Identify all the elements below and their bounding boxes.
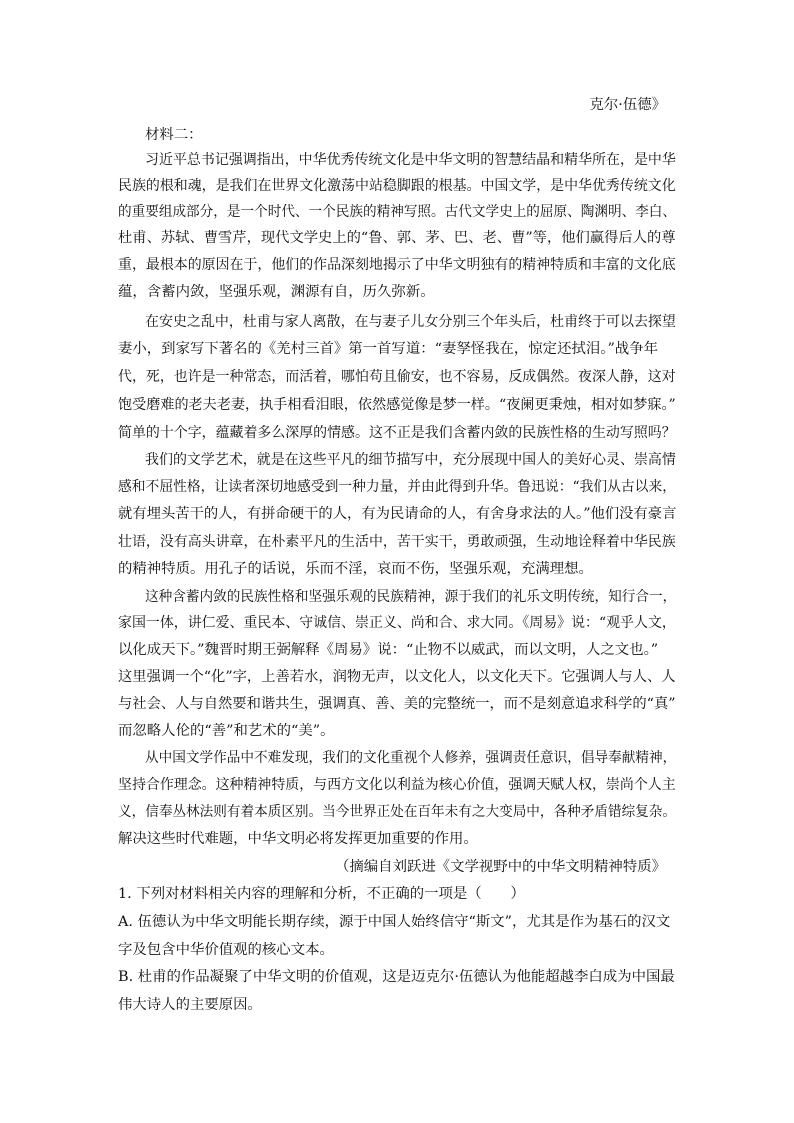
paragraph-line: 义，信奉丛林法则有着本质区别。当今世界正处在百年未有之大变局中，各种矛盾错综复杂。 — [118, 804, 677, 820]
paragraph-line: 坚持合作理念。这种精神特质，与西方文化以利益为核心价值，强调天赋人权，崇尚个人主 — [118, 777, 676, 793]
paragraph-line: 我们的文学艺术，就是在这些平凡的细节描写中，充分展现中国人的美好心灵、崇高情 — [145, 452, 676, 468]
paragraph-line: 简单的十个字，蕴藏着多么深厚的情感。这不正是我们含蓄内敛的民族性格的生动写照吗？ — [118, 425, 676, 441]
paragraph-line: 这里强调一个“化”字，上善若水，润物无声，以文化人，以文化天下。它强调人与人、人 — [118, 669, 676, 685]
paragraph-line: 在安史之乱中，杜甫与家人离散，在与妻子儿女分别三个年头后，杜甫终于可以去探望 — [145, 314, 676, 330]
paragraph-line: 壮语，没有高头讲章，在朴素平凡的生活中，苦干实干，勇敢顽强，生动地诠释着中华民族 — [118, 534, 676, 550]
paragraph-line: 而忽略人伦的“善”和艺术的“美”。 — [118, 723, 335, 739]
paragraph-line: 蕴，含蓄内敛，坚强乐观，渊源有自，历久弥新。 — [118, 284, 435, 300]
paragraph-line: 妻小，到家写下著名的《羌村三首》第一首写道：“妻孥怪我在，惊定还拭泪。”战争年 — [118, 341, 658, 357]
paragraph-line: 就有埋头苦干的人，有拼命硬干的人，有为民请命的人，有舍身求法的人。”他们没有豪言 — [118, 506, 677, 522]
paragraph-line: 从中国文学作品中不难发现，我们的文化重视个人修养，强调责任意识，倡导奉献精神， — [145, 750, 677, 766]
paragraph-line: 饱受磨难的老夫老妻，执手相看泪眼，依然感觉像是梦一样。“夜阑更秉烛，相对如梦寐。” — [118, 397, 676, 413]
option-b-line: B. 杜甫的作品凝聚了中华文明的价值观，这是迈克尔·伍德认为他能超越李白成为中国最 — [118, 969, 675, 985]
paragraph-line: 感和不屈性格，让读者深切地感受到一种力量，并由此得到升华。鲁迅说：“我们从古以来， — [118, 479, 676, 495]
paragraph-line: 习近平总书记强调指出，中华优秀传统文化是中华文明的智慧结晶和精华所在，是中华 — [145, 152, 676, 168]
paragraph-line: 代，死，也许是一种常态，而活着，哪怕苟且偷安，也不容易，反成偶然。夜深人静，这对 — [118, 369, 676, 385]
option-a-line: A. 伍德认为中华文明能长期存续，源于中国人始终信守“斯文”，尤其是作为基石的汉文 — [118, 914, 671, 930]
material-label: 材料二： — [145, 127, 203, 143]
source-citation: （摘编自刘跃进《文学视野中的中华文明精神特质》 — [335, 859, 666, 875]
paragraph-line: 这种含蓄内敛的民族性格和坚强乐观的民族精神，源于我们的礼乐文明传统，知行合一， — [145, 589, 677, 605]
option-b-line: 伟大诗人的主要原因。 — [118, 997, 262, 1013]
question-stem: 1. 下列对材料相关内容的理解和分析，不正确的一项是（ ） — [118, 886, 525, 902]
paragraph-line: 杜甫、苏轼、曹雪芹，现代文学史上的“鲁、郭、茅、巴、老、曹”等，他们赢得后人的尊 — [118, 230, 676, 246]
option-a-line: 字及包含中华价值观的核心文本。 — [118, 942, 334, 958]
paragraph-line: 与社会、人与自然要和谐共生，强调真、善、美的完整统一，而不是刻意追求科学的“真” — [118, 696, 676, 712]
paragraph-line: 以化成天下。”魏晋时期王弼解释《周易》说：“止物不以威武，而以文明，人之文也。” — [118, 642, 659, 658]
paragraph-line: 的精神特质。用孔子的话说，乐而不淫，哀而不伤，坚强乐观，充满理想。 — [118, 561, 593, 577]
paragraph-line: 重，最根本的原因在于，他们的作品深刻地揭示了中华文明独有的精神特质和丰富的文化底 — [118, 257, 676, 273]
paragraph-line: 的重要组成部分，是一个时代、一个民族的精神写照。古代文学史上的屈原、陶渊明、李白、 — [118, 204, 677, 220]
paragraph-line: 家国一体，讲仁爱、重民本、守诚信、崇正义、尚和合、求大同。《周易》说：“观乎人文， — [118, 615, 676, 631]
header-right: 克尔·伍德》 — [589, 97, 666, 113]
paragraph-line: 民族的根和魂，是我们在世界文化激荡中站稳脚跟的根基。中国文学，是中华优秀传统文化 — [118, 178, 676, 194]
paragraph-line: 解决这些时代难题，中华文明必将发挥更加重要的作用。 — [118, 831, 478, 847]
